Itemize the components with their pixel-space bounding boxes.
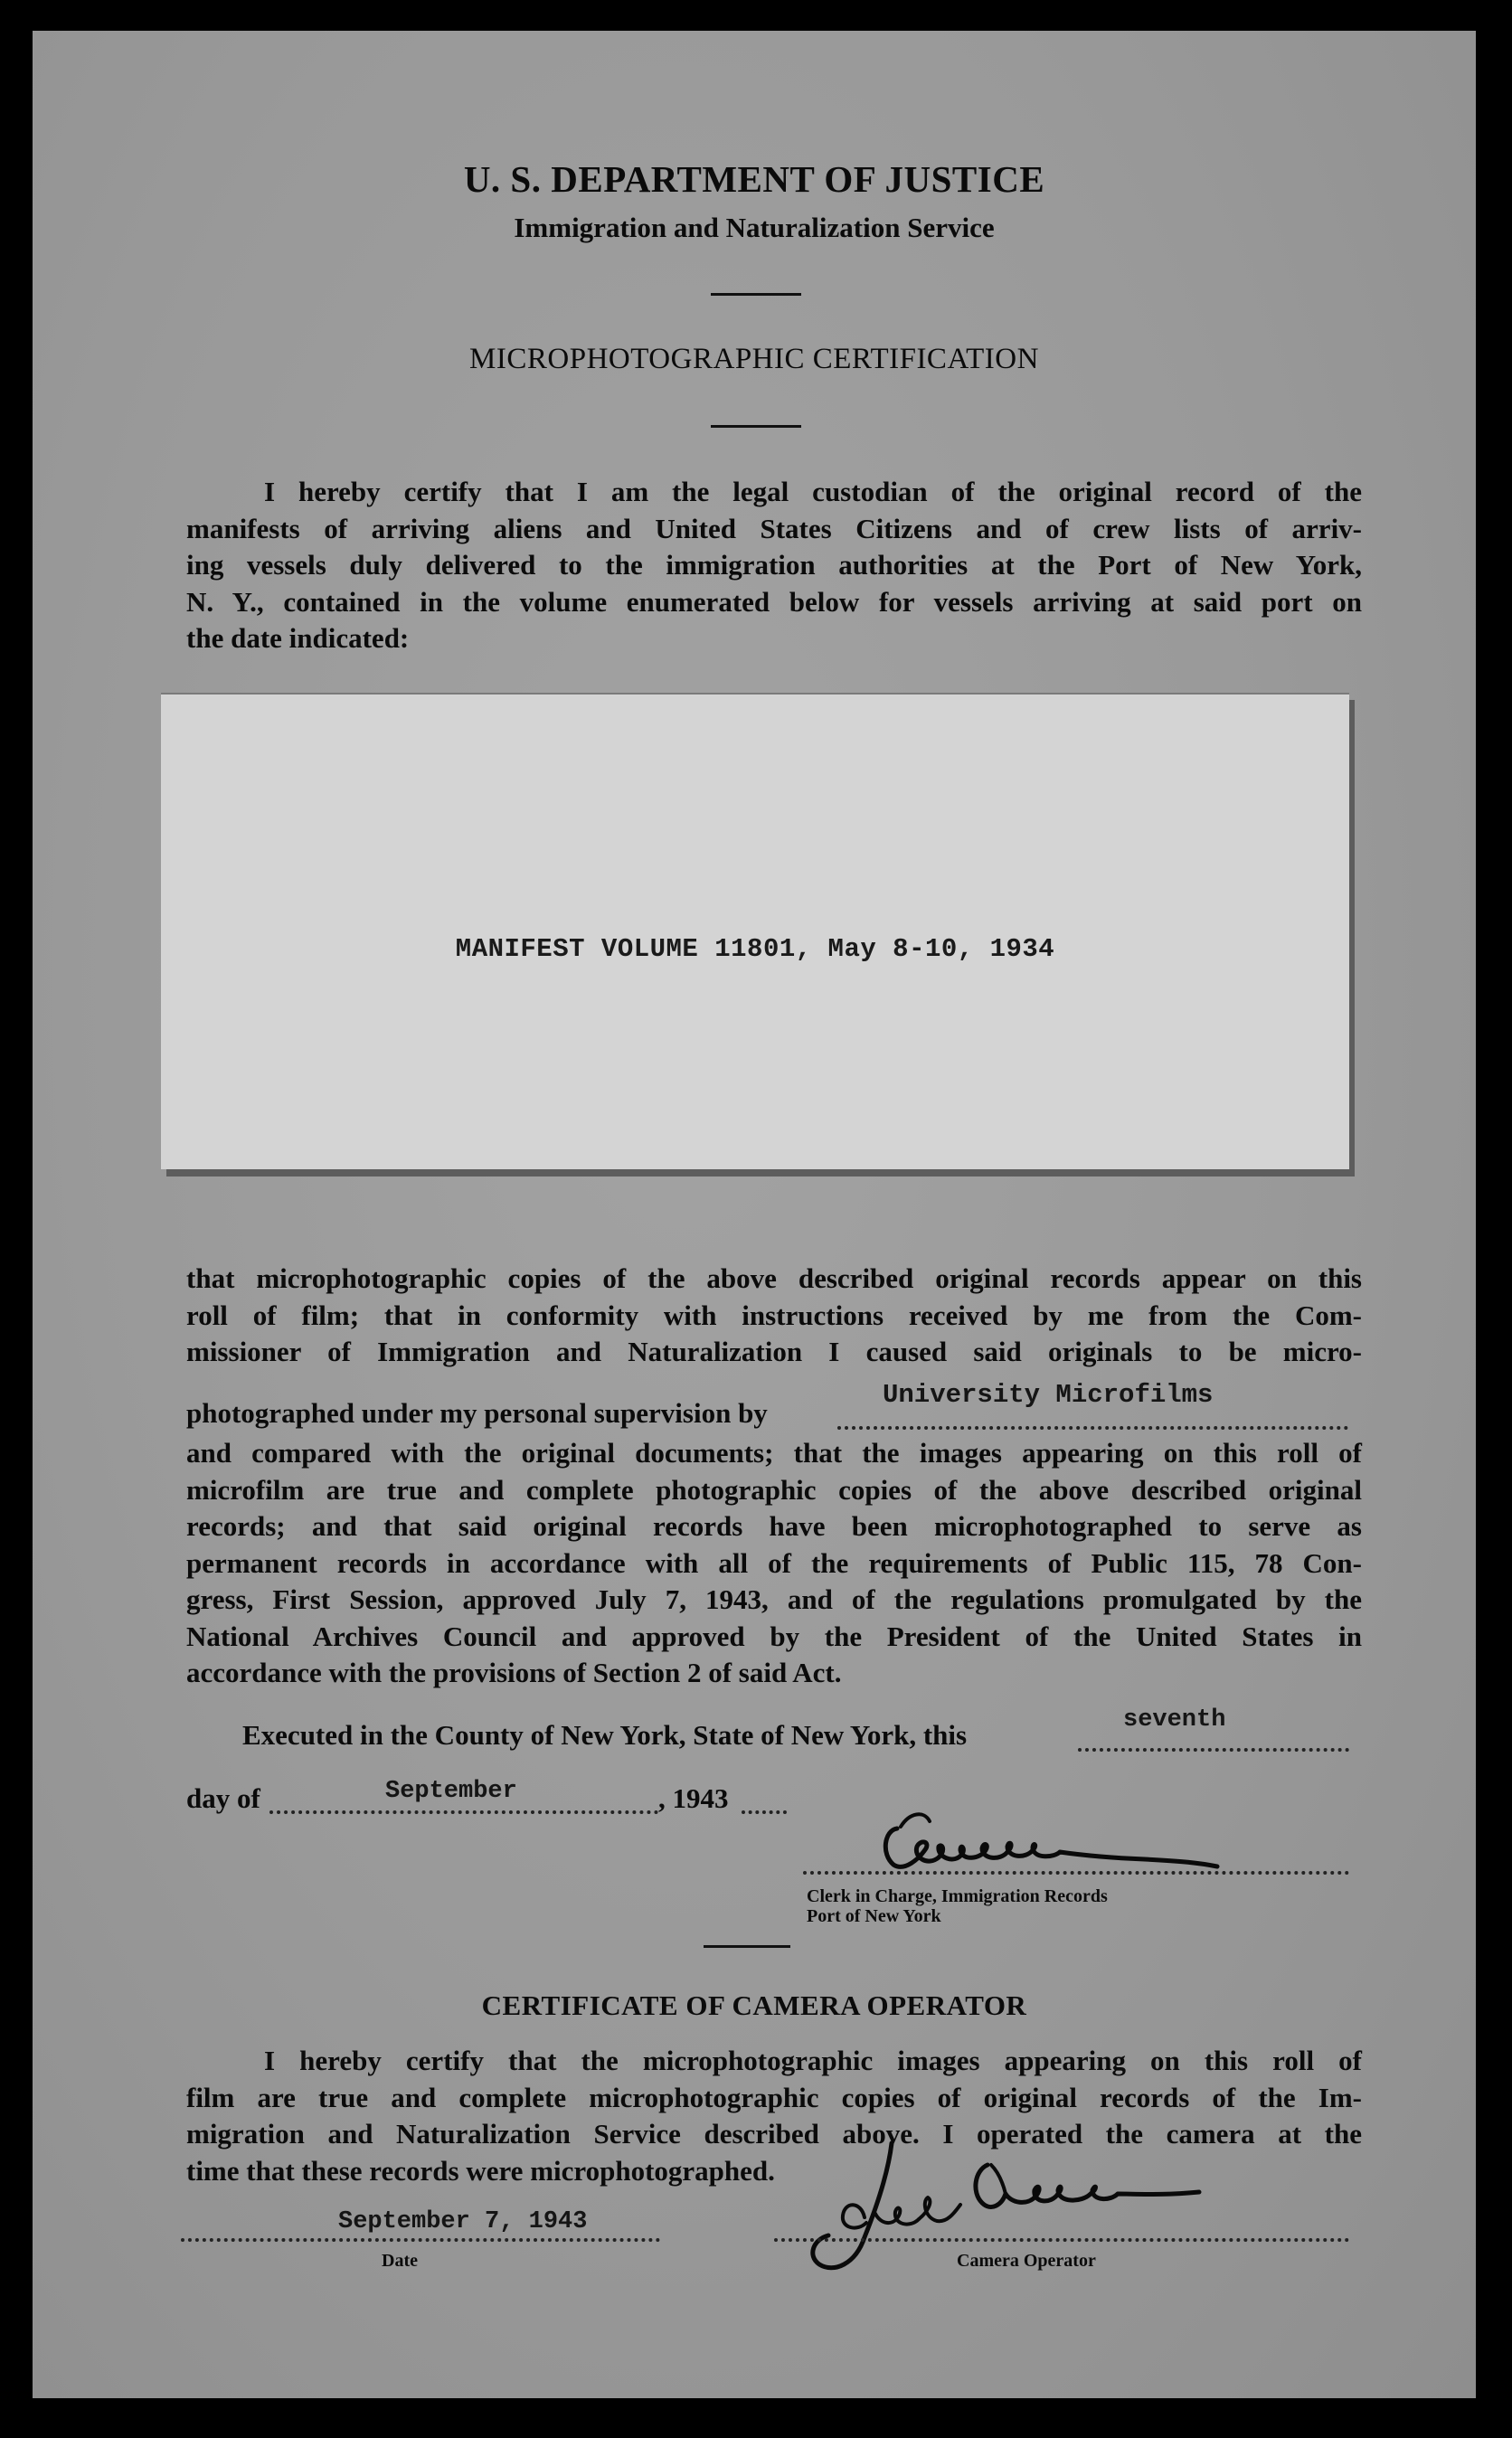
manifest-volume-text: MANIFEST VOLUME 11801, May 8-10, 1934 bbox=[455, 934, 1055, 964]
day-dotted-line bbox=[1078, 1748, 1349, 1752]
certificate-sheet bbox=[33, 31, 1476, 2398]
paragraph-line: and compared with the original documents; that the images appearing on this roll of bbox=[186, 1437, 1362, 1469]
paragraph-line: film are true and complete microphotographic copies of original records of the Im- bbox=[186, 2081, 1362, 2113]
service-subheading: Immigration and Naturalization Service bbox=[514, 212, 995, 243]
supervisor-name: University Microfilms bbox=[883, 1380, 1214, 1410]
paragraph-line: time that these records were microphotographed. bbox=[186, 2154, 775, 2187]
paragraph-line: I hereby certify that I am the legal custodian of the original record of the bbox=[264, 476, 1362, 507]
operator-signature bbox=[774, 2138, 1280, 2328]
paragraph-line: permanent records in accordance with all of the requirements of Public 115, 78 Con- bbox=[186, 1546, 1362, 1579]
certification-title: MICROPHOTOGRAPHIC CERTIFICATION bbox=[469, 343, 1039, 375]
clerk-title-line1: Clerk in Charge, Immigration Records bbox=[807, 1886, 1108, 1906]
date-dotted-line bbox=[181, 2238, 660, 2242]
paragraph-line: microfilm are true and complete photographic copies of the above described original bbox=[186, 1473, 1362, 1506]
clerk-title-line2: Port of New York bbox=[807, 1906, 941, 1926]
paragraph-line: that microphotographic copies of the above described original records appear on this bbox=[186, 1262, 1362, 1294]
month-value: September bbox=[385, 1778, 517, 1805]
supervision-prefix: photographed under my personal supervision by bbox=[186, 1397, 768, 1429]
paragraph-line: missioner of Immigration and Naturalization I caused said originals to be micro- bbox=[186, 1336, 1362, 1367]
paragraph-line: ing vessels duly delivered to the immigration authorities at the Port of New York, bbox=[186, 549, 1362, 581]
paragraph-line: National Archives Council and approved by the President of the United States in bbox=[186, 1620, 1362, 1652]
paragraph-line: migration and Naturalization Service described above. I operated the camera at the bbox=[186, 2118, 1362, 2150]
paragraph-line: roll of film; that in conformity with instructions received by me from the Com- bbox=[186, 1299, 1362, 1331]
paragraph-line: I hereby certify that the microphotographic images appearing on this roll of bbox=[264, 2045, 1362, 2076]
month-dotted-line bbox=[269, 1810, 658, 1814]
copies-paragraph-continued bbox=[186, 1435, 1362, 1692]
operator-signature-line bbox=[774, 2238, 1349, 2242]
camera-operator-label: Camera Operator bbox=[957, 2251, 1096, 2271]
copies-paragraph bbox=[186, 1261, 1362, 1371]
execution-prefix: Executed in the County of New York, State of New York, this bbox=[242, 1719, 968, 1751]
clerk-signature-line bbox=[803, 1871, 1349, 1875]
day-word: seventh bbox=[1123, 1706, 1226, 1734]
divider-rule bbox=[704, 1945, 790, 1948]
paragraph-line: N. Y., contained in the volume enumerated below for vessels arriving at said port on bbox=[186, 585, 1362, 618]
clerk-signature bbox=[874, 1794, 1308, 1894]
year-dotted-line bbox=[742, 1810, 787, 1814]
day-of-label: day of bbox=[186, 1782, 260, 1814]
department-heading: U. S. DEPARTMENT OF JUSTICE bbox=[463, 158, 1045, 200]
camera-operator-title: CERTIFICATE OF CAMERA OPERATOR bbox=[481, 1989, 1027, 2021]
paragraph-line: accordance with the provisions of Section 2 of said Act. bbox=[186, 1657, 842, 1688]
paragraph-line: the date indicated: bbox=[186, 622, 410, 654]
paragraph-line: records; and that said original records have been microphotographed to serve as bbox=[186, 1510, 1362, 1542]
divider-rule bbox=[711, 293, 801, 296]
custodian-paragraph bbox=[186, 474, 1362, 657]
date-label: Date bbox=[382, 2251, 418, 2271]
supervisor-dotted-line bbox=[837, 1426, 1348, 1430]
paragraph-line: manifests of arriving aliens and United States Citizens and of crew lists of arriv- bbox=[186, 512, 1362, 544]
operator-date-value: September 7, 1943 bbox=[338, 2208, 588, 2235]
year-value: , 1943 bbox=[658, 1782, 729, 1814]
divider-rule bbox=[711, 425, 801, 428]
manifest-volume-card bbox=[161, 693, 1349, 1169]
paragraph-line: gress, First Session, approved July 7, 1943, and of the regulations promulgated by the bbox=[186, 1583, 1362, 1615]
